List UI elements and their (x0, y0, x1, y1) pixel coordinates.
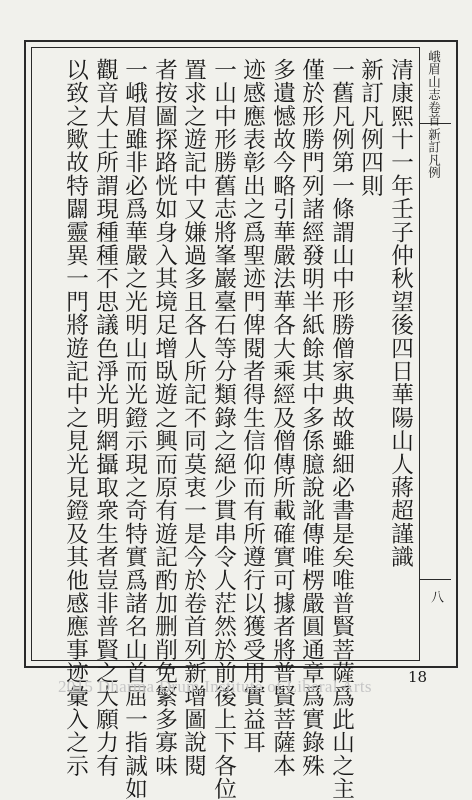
margin-section-title: 新訂凡例 (426, 128, 442, 179)
text-column: 者按圖探路恍如身入其境足增臥遊之興而原有遊記酌加删削免繁多寡味 (151, 58, 178, 778)
text-column: 以致之歟故特闢靈異一門將遊記中之見光見鐙及其他感應事迹彙入之示 (62, 58, 89, 778)
text-column: 一山中形勝舊志將峯巖臺石等分類錄之絕少貫串令人茫然於前後上下各位 (210, 58, 237, 800)
margin-page-label: 八 (428, 590, 443, 603)
text-column: 一舊凡例第一條謂山中形勝僧家典故雖細必書是矣唯普賢菩薩爲此山之主 (328, 58, 355, 800)
text-column: 多遺憾故今略引華嚴法華各大乘經及僧傳所載確實可據者將普賢菩薩本 (269, 58, 296, 778)
text-column: 置求之遊記中又嫌過多且各人所記不同莫衷一是今於卷首列新增圖說閱 (180, 58, 207, 778)
text-column: 迹感應表彰出之爲聖迹門俾閱者得生信仰而有所遵行以獲受用實益耳 (239, 58, 266, 754)
margin-rule-lower (420, 579, 451, 580)
page-number: 18 (408, 668, 428, 686)
text-column: 僅於形勝門列諸經發明半紙餘其中多係臆說訛傳唯楞嚴圓通章爲實錄殊 (298, 58, 325, 778)
text-column: 一峨眉雖非必爲華嚴之光明山而光鐙示現之奇特實爲諸名山首屈一指誠如 (121, 58, 148, 800)
text-column: 新訂凡例四則 (357, 58, 384, 198)
watermark-footer: 2015 Dharma Drum Institute of Liberal Arts (58, 677, 372, 696)
text-column: 清康熙十一年壬子仲秋望後四日華陽山人蔣超謹識 (387, 58, 414, 569)
text-column: 觀音大士所謂現種種不思議色淨光明網攝取衆生者豈非普賢之大願力有 (92, 58, 119, 778)
margin-book-title: 峨眉山志卷首 (426, 50, 442, 127)
